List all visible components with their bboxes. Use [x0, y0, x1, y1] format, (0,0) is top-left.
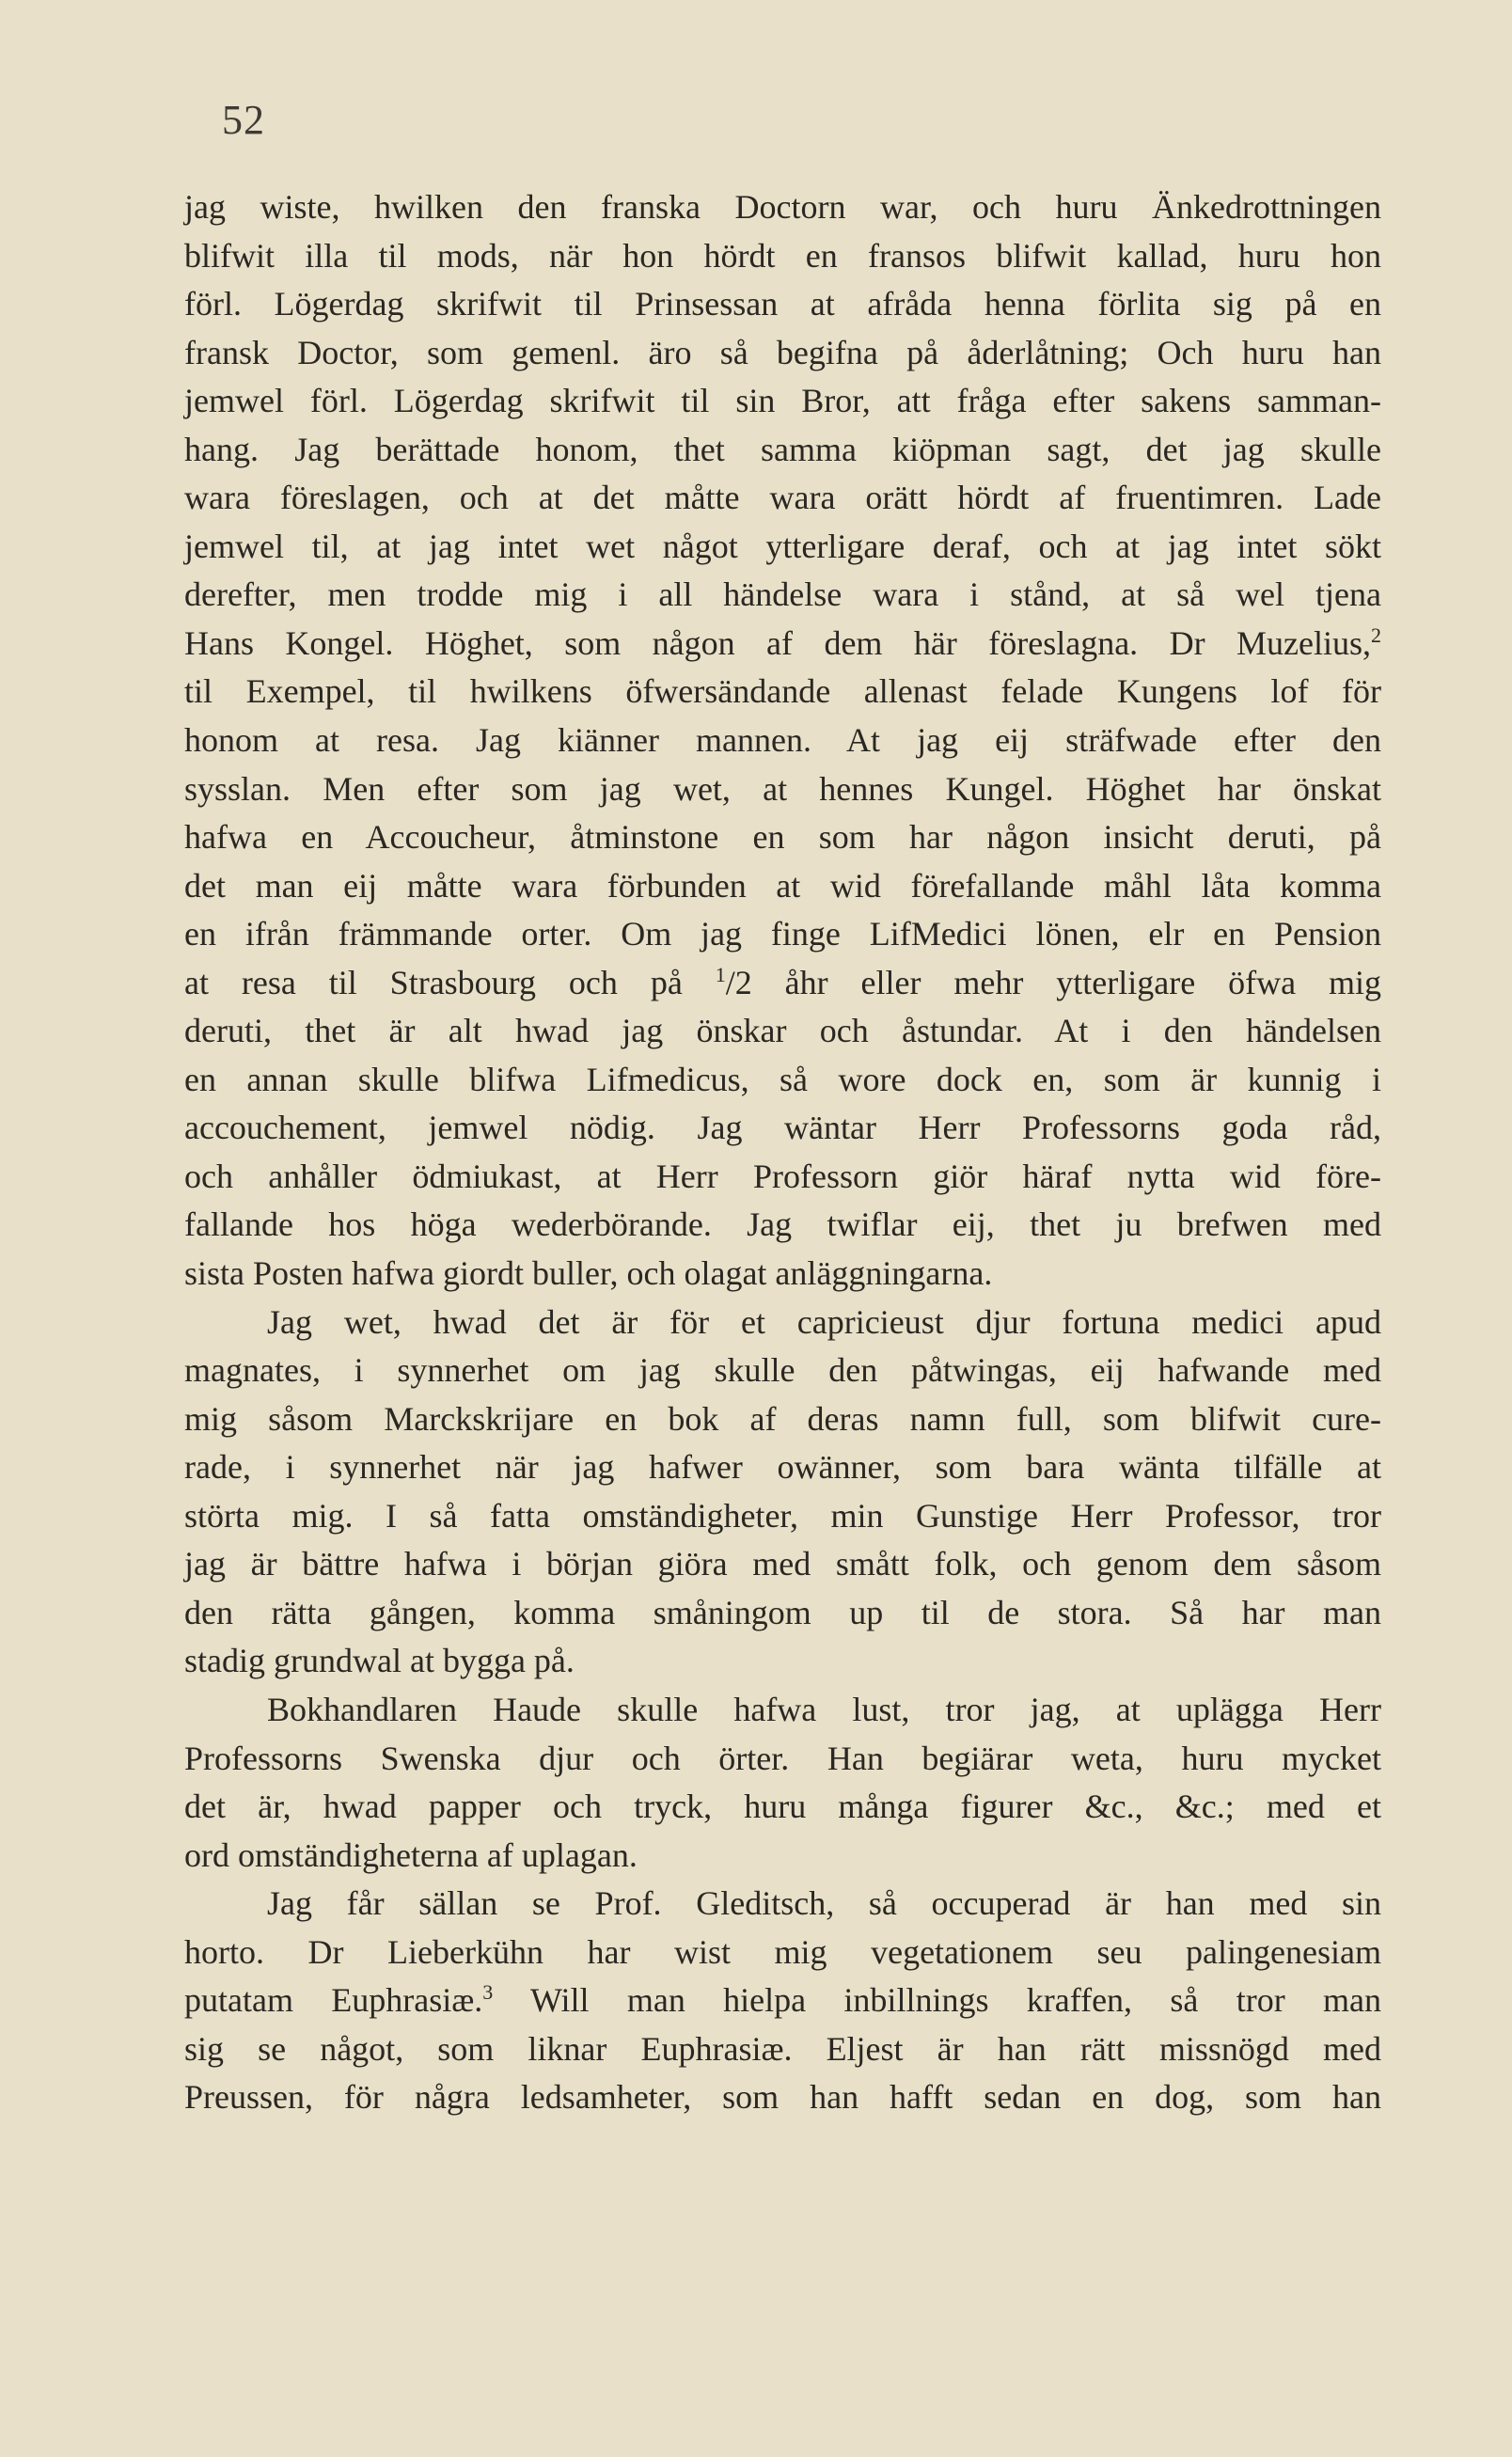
- line-text: förl. Lögerdag skrifwit til Prinsessan at afråda henna förlita sig på en: [184, 285, 1381, 323]
- line-text: sista Posten hafwa giordt buller, och olagat anläggningarna.: [184, 1254, 993, 1293]
- text-line: [184, 571, 1381, 620]
- line-text: det man eij måtte wara förbunden at wid förefallande måhl låta komma: [184, 866, 1381, 905]
- text-line: [184, 2073, 1381, 2122]
- line-text: jag är bättre hafwa i början giöra med smått folk, och genom dem såsom: [184, 1545, 1381, 1583]
- line-text: rade, i synnerhet när jag hafwer owänner, som bara wänta tilfälle at: [184, 1448, 1381, 1487]
- line-text: hang. Jag berättade honom, thet samma kiöpman sagt, det jag skulle: [184, 430, 1381, 468]
- line-text: at resa til Strasbourg och på: [184, 963, 716, 1001]
- text-line: [184, 1104, 1381, 1153]
- line-text-continued: /2 åhr eller mehr ytterligare öfwa mig: [725, 963, 1381, 1001]
- line-text: den rätta gången, komma småningom up til de stora. Så har man: [184, 1593, 1381, 1631]
- text-line: [184, 1929, 1381, 1977]
- line-text: Preussen, för några ledsamheter, som han hafft sedan en dog, som han: [184, 2078, 1381, 2117]
- line-text: ord omständigheterna af uplagan.: [184, 1835, 638, 1874]
- line-text: wara föreslagen, och at det måtte wara orätt hördt af fruentimren. Lade: [184, 479, 1381, 517]
- line-text: Jag wet, hwad det är för et capricieust djur fortuna medici apud: [267, 1302, 1381, 1341]
- text-line: [184, 1637, 1381, 1686]
- text-line: [184, 1832, 1381, 1881]
- line-text: hafwa en Accoucheur, åtminstone en som har någon insicht deruti, på: [184, 818, 1381, 857]
- text-line: [184, 183, 1381, 232]
- line-text: til Exempel, til hwilkens öfwersändande allenast felade Kungens lof för: [184, 672, 1381, 711]
- text-line: [184, 668, 1381, 717]
- text-line: [184, 765, 1381, 814]
- line-text: en annan skulle blifwa Lifmedicus, så wore dock en, som är kunnig i: [184, 1060, 1381, 1098]
- line-text: deruti, thet är alt hwad jag önskar och åstundar. At i den händelsen: [184, 1012, 1381, 1050]
- line-text: och anhåller ödmiukast, at Herr Professorn giör häraf nytta wid före-: [184, 1157, 1381, 1195]
- text-line: [184, 620, 1381, 669]
- line-text: jemwel förl. Lögerdag skrifwit til sin Bror, att fråga efter sakens samman-: [184, 382, 1381, 420]
- footnote-marker: 1: [715, 962, 726, 986]
- page-number: 52: [222, 97, 265, 143]
- line-text: horto. Dr Lieberkühn har wist mig vegetationem seu palingenesiam: [184, 1932, 1381, 1971]
- line-text: jag wiste, hwilken den franska Doctorn war, och huru Änkedrottningen: [184, 188, 1381, 226]
- footnote-marker: 2: [1371, 622, 1381, 647]
- line-text: sysslan. Men efter som jag wet, at hennes Kungel. Höghet har önskat: [184, 769, 1381, 808]
- text-line: [184, 1007, 1381, 1056]
- line-text: stadig grundwal at bygga på.: [184, 1642, 575, 1680]
- line-text: magnates, i synnerhet om jag skulle den påtwingas, eij hafwande med: [184, 1351, 1381, 1390]
- text-line: [184, 1201, 1381, 1250]
- text-line: [184, 280, 1381, 329]
- text-line: [184, 1347, 1381, 1395]
- body-text: [184, 183, 1381, 2122]
- line-text: en ifrån främmande orter. Om jag finge LifMedici lönen, elr en Pension: [184, 915, 1381, 953]
- line-text: mig såsom Marckskrijare en bok af deras namn full, som blifwit cure-: [184, 1399, 1381, 1438]
- text-line: [184, 1686, 1381, 1735]
- text-line: [184, 813, 1381, 862]
- line-text: honom at resa. Jag kiänner mannen. At jag eij sträfwade efter den: [184, 721, 1381, 760]
- line-text: blifwit illa til mods, när hon hördt en fransos blifwit kallad, huru hon: [184, 236, 1381, 275]
- line-text: Hans Kongel. Höghet, som någon af dem här föreslagna. Dr Muzelius,: [184, 623, 1371, 662]
- text-line: [184, 1589, 1381, 1638]
- line-text: accouchement, jemwel nödig. Jag wäntar Herr Professorns goda råd,: [184, 1109, 1381, 1147]
- text-line: [184, 717, 1381, 765]
- text-line: [184, 232, 1381, 281]
- text-line: [184, 1977, 1381, 2025]
- text-line: [184, 862, 1381, 911]
- text-line: [184, 1299, 1381, 1347]
- text-line: [184, 1056, 1381, 1105]
- text-line: [184, 2025, 1381, 2074]
- text-line: [184, 1735, 1381, 1784]
- line-text: putatam Euphrasiæ.: [184, 1981, 483, 2020]
- line-text: fransk Doctor, som gemenl. äro så begifna på åderlåtning; Och huru han: [184, 333, 1381, 371]
- line-text: sig se något, som liknar Euphrasiæ. Eljest är han rätt missnögd med: [184, 2029, 1381, 2068]
- line-text-continued: Will man hielpa inbillnings kraffen, så tror man: [493, 1981, 1381, 2020]
- line-text: störta mig. I så fatta omständigheter, min Gunstige Herr Professor, tror: [184, 1496, 1381, 1535]
- line-text: Professorns Swenska djur och örter. Han begiärar weta, huru mycket: [184, 1739, 1381, 1777]
- line-text: Jag får sällan se Prof. Gleditsch, så occuperad är han med sin: [267, 1884, 1381, 1923]
- line-text: det är, hwad papper och tryck, huru många figurer &c., &c.; med et: [184, 1788, 1381, 1826]
- text-line: [184, 329, 1381, 378]
- text-line: [184, 1250, 1381, 1299]
- line-text: jemwel til, at jag intet wet något ytterligare deraf, och at jag intet sökt: [184, 527, 1381, 565]
- text-line: [184, 1880, 1381, 1929]
- text-line: [184, 377, 1381, 426]
- text-line: [184, 1783, 1381, 1832]
- text-line: [184, 1540, 1381, 1589]
- text-line: [184, 1492, 1381, 1541]
- text-line: [184, 426, 1381, 475]
- text-line: [184, 1443, 1381, 1492]
- text-line: [184, 910, 1381, 959]
- text-line: [184, 1395, 1381, 1444]
- text-line: [184, 959, 1381, 1008]
- line-text: fallande hos höga wederbörande. Jag twiflar eij, thet ju brefwen med: [184, 1205, 1381, 1244]
- footnote-marker: 3: [482, 1980, 494, 2005]
- text-line: [184, 474, 1381, 523]
- text-line: [184, 1153, 1381, 1202]
- line-text: derefter, men trodde mig i all händelse wara i stånd, at så wel tjena: [184, 575, 1381, 614]
- text-line: [184, 523, 1381, 572]
- line-text: Bokhandlaren Haude skulle hafwa lust, tror jag, at uplägga Herr: [267, 1690, 1381, 1728]
